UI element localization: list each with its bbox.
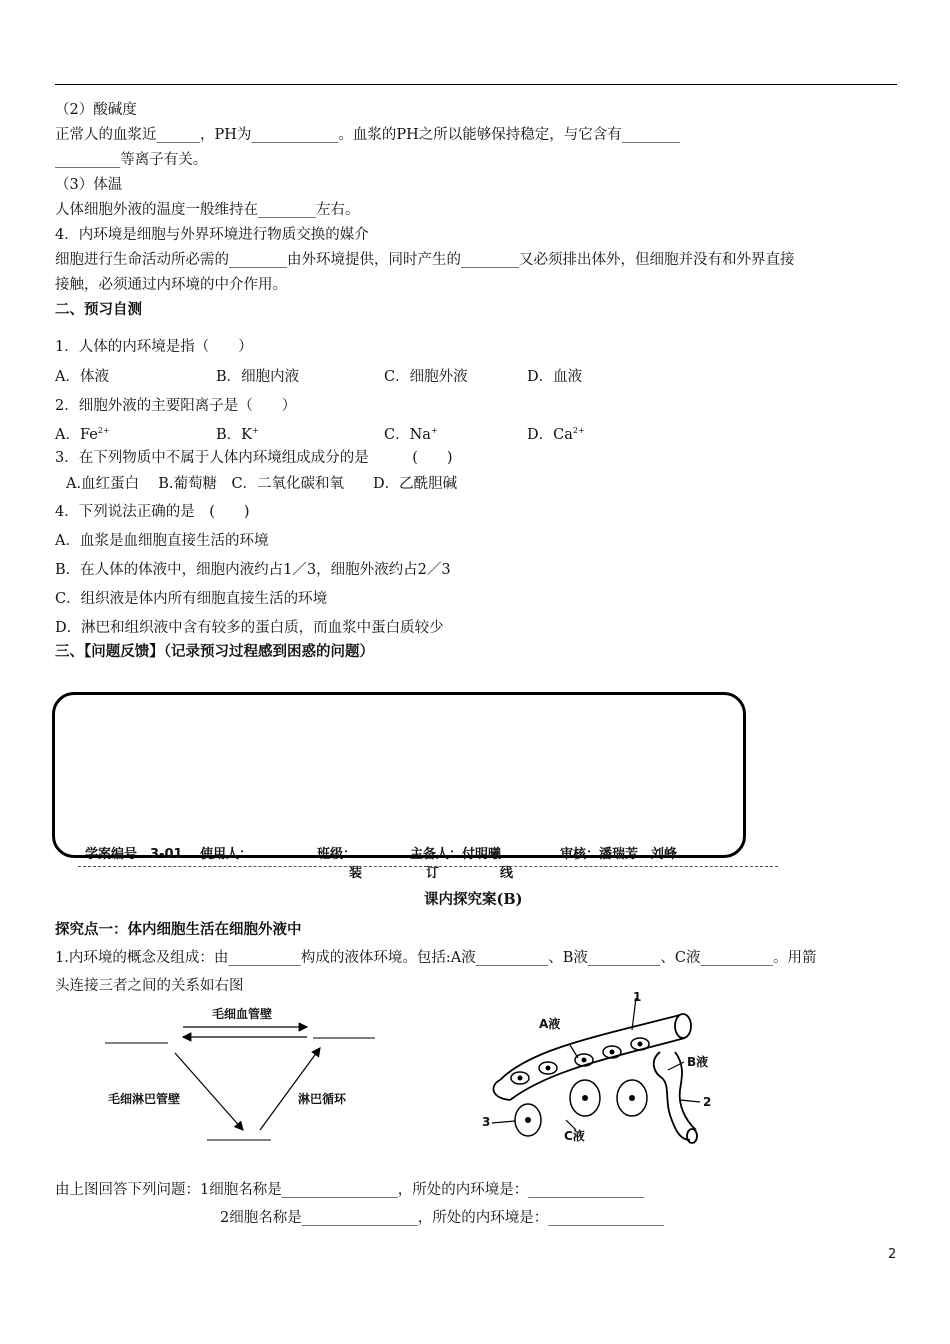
q4-option-d: D．淋巴和组织液中含有较多的蛋白质，而血浆中蛋白质较少	[55, 620, 444, 636]
capillary-upper-wall	[500, 1015, 680, 1080]
ph-heading: （2）酸碱度	[55, 102, 137, 118]
pointer-2	[680, 1100, 700, 1102]
temperature-heading: （3）体温	[55, 177, 123, 193]
label-3: 3	[482, 1115, 491, 1129]
q2-stem: 2．细胞外液的主要阳离子是（ ）	[55, 398, 297, 414]
binding-mark-xian: 线	[500, 866, 514, 881]
medium-line1: 细胞进行生命活动所必需的________由外环境提供，同时产生的________又必须排出体外，但细胞并没有和外界直接	[55, 252, 795, 268]
ph-line1: 正常人的血浆近______，PH为____________。血浆的PH之所以能够保持稳定，与它含有________	[55, 127, 680, 143]
q4-option-c: C．组织液是体内所有细胞直接生活的环境	[55, 591, 328, 607]
q3-options: A.血红蛋白 B.葡萄糖 C．二氧化碳和氧 D．乙酰胆碱	[66, 476, 458, 492]
q1-option-c: C．细胞外液	[384, 369, 468, 385]
q1-stem: 1．人体的内环境是指（ ）	[55, 339, 253, 355]
label-lymph-capillary-wall: 毛细淋巴管壁	[108, 1092, 181, 1106]
label-capillary-wall: 毛细血管壁	[212, 1007, 273, 1021]
label-2: 2	[703, 1095, 712, 1109]
section2-title: 二、预习自测	[55, 302, 142, 318]
top-rule	[55, 84, 897, 85]
pointer-3	[492, 1121, 515, 1123]
q4-option-b: B．在人体的体液中，细胞内液约占1／3，细胞外液约占2／3	[55, 562, 451, 578]
binding-mark-ding: 订	[426, 866, 440, 881]
feedback-box[interactable]	[52, 692, 746, 858]
q-concept-line1: 1.内环境的概念及组成：由__________构成的液体环境。包括:A液__________、B液__________、C液__________。用箭	[55, 950, 817, 966]
answer-line2: 2细胞名称是________________，所处的内环境是：________________	[220, 1210, 665, 1226]
binding-mark-zhuang: 装	[349, 866, 363, 881]
medium-heading: 4．内环境是细胞与外界环境进行物质交换的媒介	[55, 227, 369, 243]
page-number: 2	[888, 1247, 897, 1262]
label-a-fluid: A液	[539, 1017, 561, 1031]
section3-title: 三、【问题反馈】（记录预习过程感到困惑的问题）	[55, 644, 374, 660]
q1-option-a: A．体液	[55, 369, 109, 385]
label-1: 1	[633, 990, 642, 1004]
q2-option-a: A．$Fe^{2+}$	[55, 426, 110, 443]
ph-line2: _________等离子有关。	[55, 152, 208, 168]
pointer-a	[570, 1045, 578, 1058]
lymph-vessel-end	[687, 1129, 697, 1143]
q2-option-b: B．K+	[216, 426, 259, 443]
arrow-down	[175, 1053, 243, 1130]
label-c-fluid: C液	[564, 1129, 585, 1143]
q4-option-a: A．血浆是血细胞直接生活的环境	[55, 533, 269, 549]
lymph-vessel	[654, 1052, 690, 1140]
q2-option-d: D．$Ca^{2+}$	[527, 426, 585, 443]
point1-heading: 探究点一：体内细胞生活在细胞外液中	[55, 922, 302, 938]
footer-review: 审核：潘瑞芳 刘峰	[560, 847, 678, 862]
footer-class: 班级：	[317, 847, 357, 862]
footer-user: 使用人：	[200, 847, 253, 862]
label-b-fluid: B液	[687, 1055, 709, 1069]
label-lymph-circulation: 淋巴循环	[298, 1092, 347, 1106]
capillary-lower-wall	[510, 1038, 685, 1100]
q3-stem: 3．在下列物质中不属于人体内环境组成成分的是 ( )	[55, 450, 453, 466]
q1-option-b: B．细胞内液	[216, 369, 300, 385]
footer-author: 主备人：付明曦	[410, 847, 502, 862]
q4-stem: 4．下列说法正确的是 ( )	[55, 504, 250, 520]
temperature-line1: 人体细胞外液的温度一般维持在________左右。	[55, 202, 360, 218]
tissue-diagram	[470, 990, 740, 1160]
q2-option-c: C．Na+	[384, 426, 438, 443]
capillary-end	[675, 1014, 691, 1038]
q-concept-line2: 头连接三者之间的关系如右图	[55, 978, 244, 994]
medium-line2: 接触，必须通过内环境的中介作用。	[55, 277, 287, 293]
arrow-up	[260, 1048, 320, 1130]
footer-number: 学案编号 3-01	[85, 847, 183, 862]
q1-option-d: D．血液	[527, 369, 583, 385]
part-b-title: 课内探究案(B)	[424, 891, 523, 908]
capillary-start	[493, 1080, 510, 1100]
answer-line1: 由上图回答下列问题：1细胞名称是________________，所处的内环境是：________________	[55, 1182, 645, 1198]
